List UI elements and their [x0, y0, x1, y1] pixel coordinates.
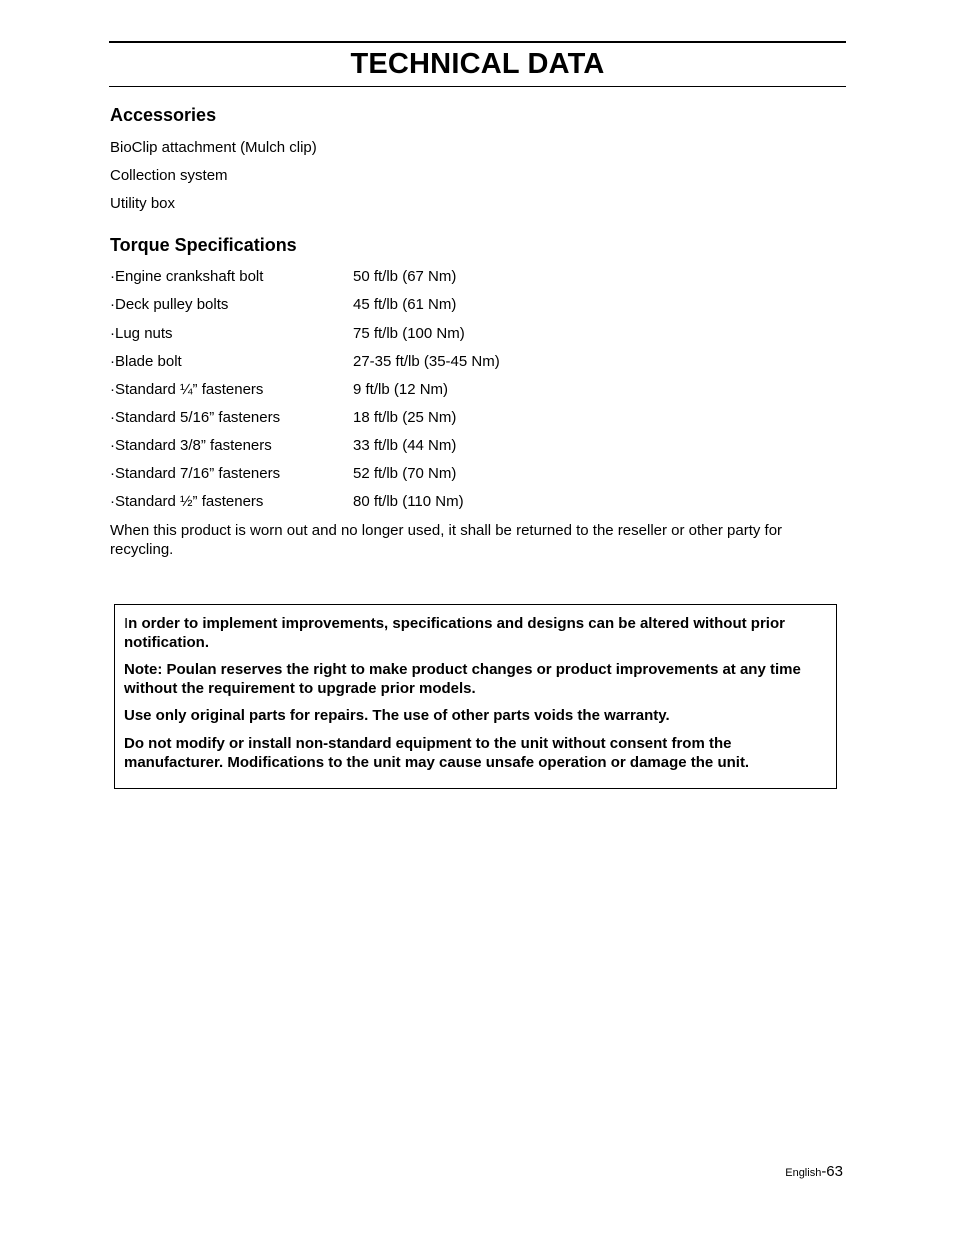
- torque-row-name: ·Standard 7/16” fasteners: [110, 465, 281, 482]
- footer-language: English: [785, 1167, 822, 1179]
- notice-modifications: Do not modify or install non-standard equipment to the unit without consent from the manufacturer. Modifications to the unit may cause unsafe operation or damage the unit.: [124, 735, 750, 771]
- page-footer: [785, 1163, 843, 1181]
- torque-row-name: ·Deck pulley bolts: [110, 296, 229, 313]
- accessory-item: Collection system: [110, 167, 228, 184]
- notice-first-letter: I: [124, 615, 129, 632]
- torque-row-name: ·Standard 5/16” fasteners: [110, 409, 281, 426]
- accessories-heading: Accessories: [110, 105, 217, 125]
- notice-poulan: Note: Poulan reserves the right to make product changes or product improvements at any time without the requirement to upgrade prior models.: [124, 661, 801, 697]
- accessory-item: BioClip attachment (Mulch clip): [110, 139, 317, 156]
- notice-improvements: [124, 614, 824, 652]
- page-header: [109, 41, 846, 87]
- torque-row-name: ·Standard ½” fasteners: [110, 493, 264, 510]
- torque-row-value: 52 ft/lb (70 Nm): [353, 465, 457, 482]
- torque-row-value: 18 ft/lb (25 Nm): [353, 409, 457, 426]
- recycling-text: When this product is worn out and no longer used, it shall be returned to the reseller or other party for recycling.: [110, 522, 783, 558]
- torque-row-value: 33 ft/lb (44 Nm): [353, 437, 457, 454]
- page-title: TECHNICAL DATA: [350, 48, 605, 80]
- accessory-item: Utility box: [110, 195, 176, 212]
- notice-improvements-text: n order to implement improvements, specifications and designs can be altered without prior notification.: [124, 615, 785, 651]
- torque-row-value: 27-35 ft/lb (35-45 Nm): [353, 353, 500, 370]
- torque-row-name: ·Standard ¼” fasteners: [110, 381, 264, 398]
- torque-row-name: ·Blade bolt: [110, 353, 182, 370]
- torque-row-value: 45 ft/lb (61 Nm): [353, 296, 457, 313]
- torque-row-value: 9 ft/lb (12 Nm): [353, 381, 449, 398]
- notice-box: [114, 604, 837, 789]
- notice-original-parts: Use only original parts for repairs. The use of other parts voids the warranty.: [124, 707, 670, 724]
- torque-row-name: ·Lug nuts: [110, 325, 173, 342]
- torque-row-name: ·Standard 3/8” fasteners: [110, 437, 272, 454]
- torque-row-value: 80 ft/lb (110 Nm): [353, 493, 464, 510]
- torque-row-name: ·Engine crankshaft bolt: [110, 268, 264, 285]
- page-number: -63: [821, 1163, 843, 1180]
- torque-row-value: 50 ft/lb (67 Nm): [353, 268, 457, 285]
- torque-row-value: 75 ft/lb (100 Nm): [353, 325, 465, 342]
- torque-heading: Torque Specifications: [110, 235, 297, 255]
